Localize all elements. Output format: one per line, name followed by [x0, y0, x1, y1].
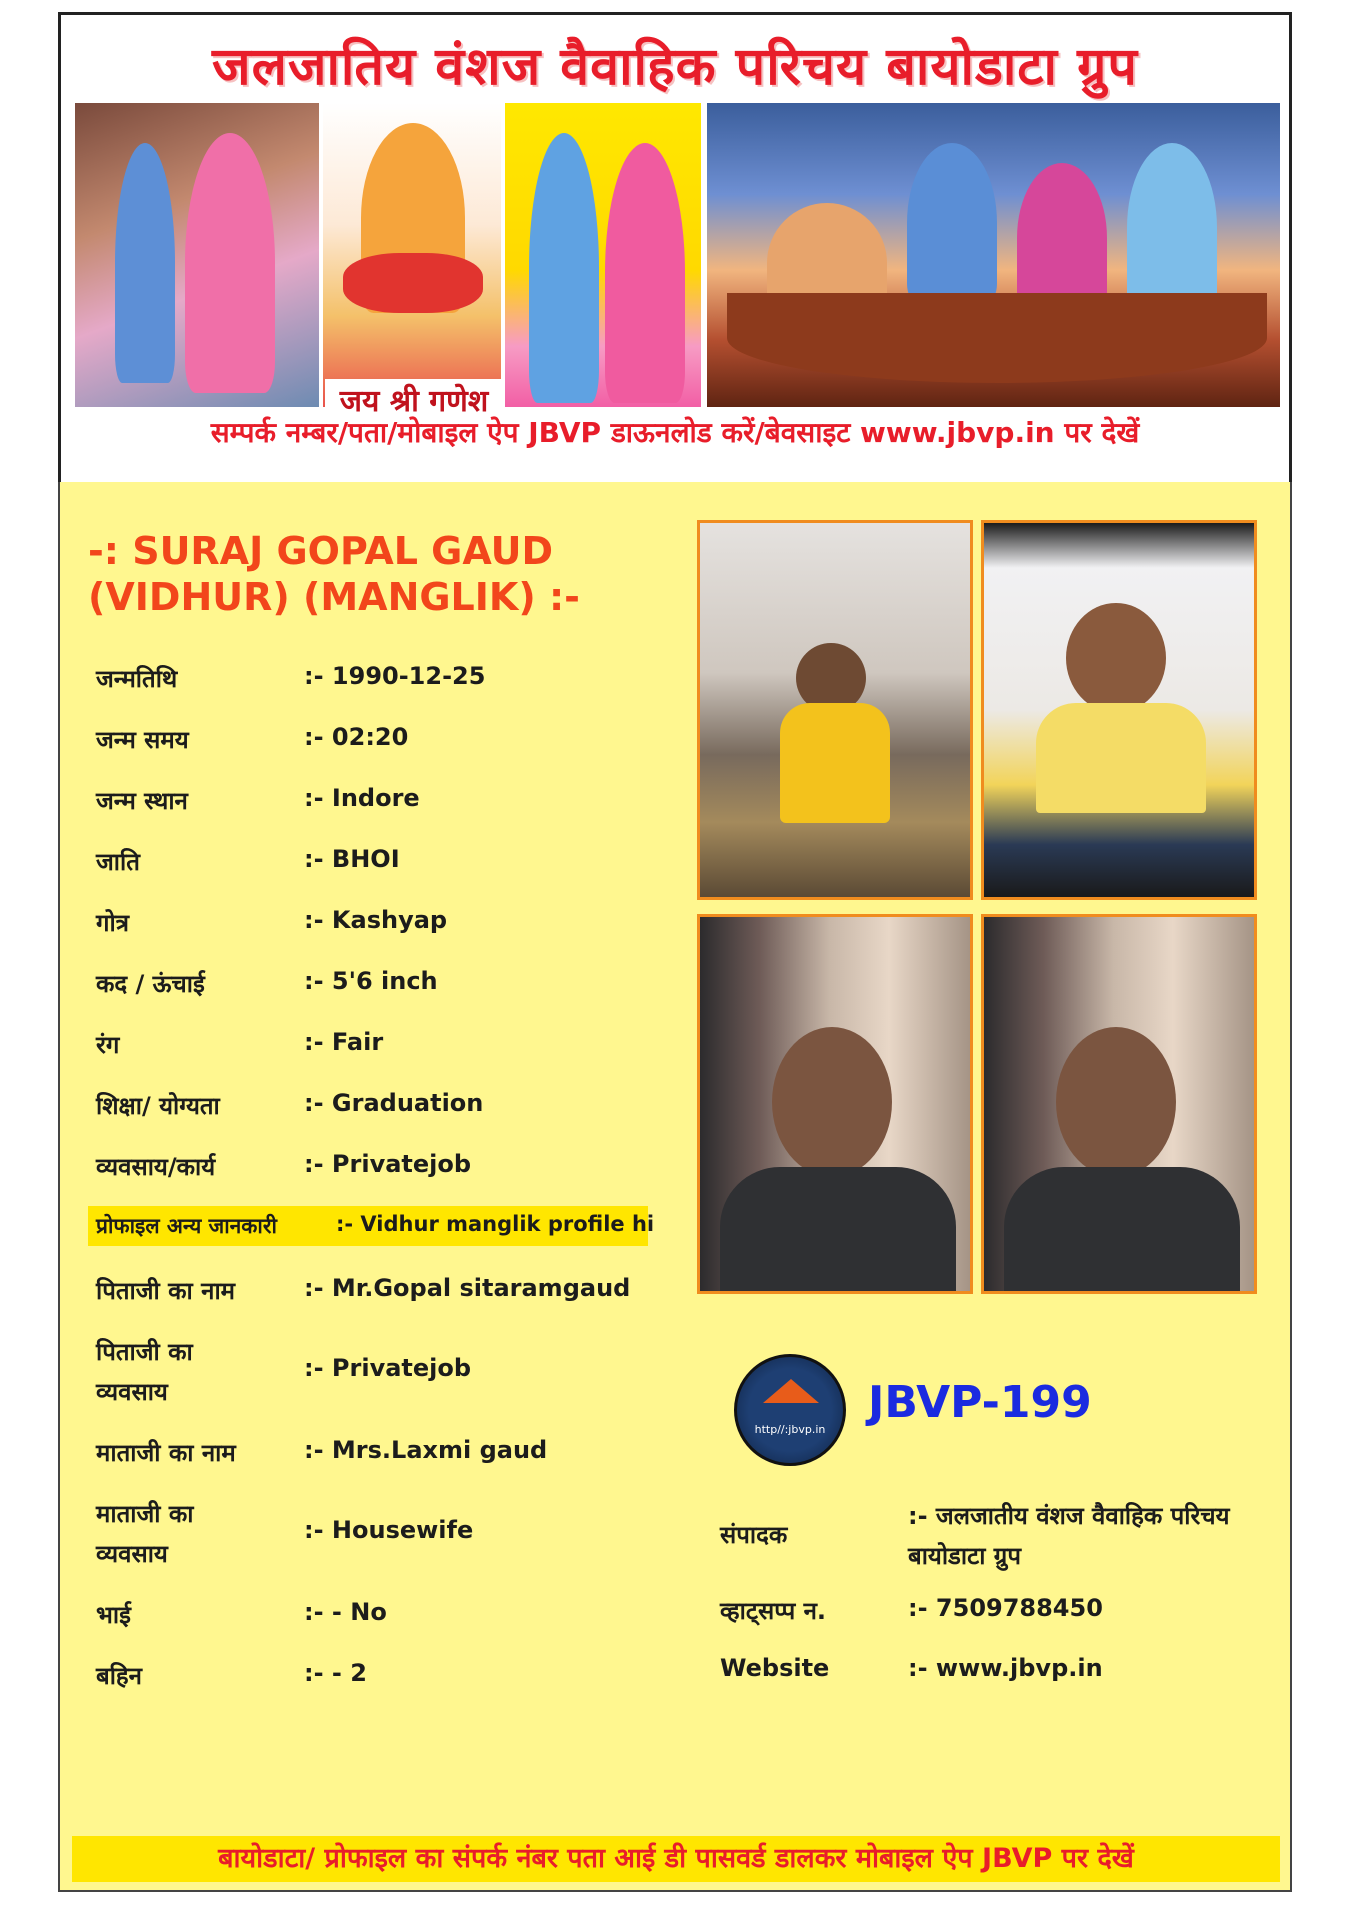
- field-value: :- BHOI: [304, 845, 400, 873]
- info-label: संपादक: [720, 1521, 788, 1549]
- field-label: व्यवसाय/कार्य: [96, 1153, 216, 1181]
- field-label: पिताजी का व्यवसाय: [96, 1338, 193, 1406]
- field-father-occupation: [96, 1332, 656, 1416]
- info-label: व्हाट्सप्प न.: [720, 1597, 827, 1625]
- field-label: पिताजी का नाम: [96, 1277, 236, 1305]
- field-value: :- Mrs.Laxmi gaud: [304, 1436, 548, 1464]
- group-title: जलजातिय वंशज वैवाहिक परिचय बायोडाटा ग्रुप: [212, 37, 1138, 97]
- header-banner: [58, 12, 1292, 482]
- field-label: माताजी का नाम: [96, 1439, 236, 1467]
- logo-url-text: http//:jbvp.in: [754, 1423, 826, 1436]
- field-value: :- Privatejob: [304, 1150, 472, 1178]
- field-label: कद / ऊंचाई: [96, 970, 205, 998]
- field-value: :- Kashyap: [304, 906, 448, 934]
- field-value: :- Mr.Gopal sitaramgaud: [304, 1274, 631, 1302]
- ganesh-image: [323, 103, 501, 407]
- field-value: :- 1990-12-25: [304, 662, 486, 690]
- field-value: :- - No: [304, 1598, 387, 1626]
- field-label: शिक्षा/ योग्यता: [96, 1092, 220, 1120]
- contact-line: सम्पर्क नम्बर/पता/मोबाइल ऐप JBVP डाऊनलोड करें/बेवसाइट www.jbvp.in पर देखें: [210, 416, 1140, 449]
- candidate-name: -: SURAJ GOPAL GAUD (VIDHUR) (MANGLIK) :-: [88, 529, 580, 619]
- info-value: :- जलजातीय वंशज वैवाहिक परिचय बायोडाटा ग्रुप: [908, 1502, 1230, 1570]
- profile-code: JBVP-199: [868, 1377, 1092, 1428]
- field-label: जन्म स्थान: [96, 787, 188, 815]
- field-value: :- Indore: [304, 784, 420, 812]
- info-value: :- www.jbvp.in: [908, 1654, 1103, 1682]
- ganesh-caption: जय श्री गणेश: [325, 379, 503, 425]
- field-value: :- Fair: [304, 1028, 384, 1056]
- field-label: माताजी का व्यवसाय: [96, 1500, 194, 1568]
- profile-body: [58, 482, 1292, 1892]
- jbvp-logo: [734, 1354, 846, 1466]
- candidate-photo-screen: [981, 520, 1257, 900]
- footer-note: बायोडाटा/ प्रोफाइल का संपर्क नंबर पता आई डी पासवर्ड डालकर मोबाइल ऐप JBVP पर देखें: [72, 1836, 1280, 1882]
- candidate-photo-selfie-1: [697, 914, 973, 1294]
- field-value: :- Graduation: [304, 1089, 484, 1117]
- editor-row: [720, 1496, 1280, 1580]
- ram-sita-wedding-image: [75, 103, 319, 407]
- house-icon: [763, 1379, 819, 1403]
- info-label: Website: [720, 1654, 830, 1682]
- field-label: जन्मतिथि: [96, 665, 178, 693]
- field-value: :- 5'6 inch: [304, 967, 438, 995]
- field-value: :- Housewife: [304, 1516, 474, 1544]
- field-mother-occupation: [96, 1494, 656, 1578]
- info-value: :- 7509788450: [908, 1594, 1103, 1622]
- field-label: जन्म समय: [96, 726, 189, 754]
- field-value: :- 02:20: [304, 723, 409, 751]
- field-label: भाई: [96, 1601, 131, 1629]
- field-label: गोत्र: [96, 909, 129, 937]
- field-value: :- Privatejob: [304, 1354, 472, 1382]
- field-label: प्रोफाइल अन्य जानकारी: [96, 1214, 277, 1238]
- biodata-sheet: [58, 12, 1296, 1892]
- candidate-photo-sofa: [697, 520, 973, 900]
- field-label: बहिन: [96, 1662, 142, 1690]
- field-label: जाति: [96, 848, 140, 876]
- banner-images: [75, 103, 1280, 419]
- candidate-photo-selfie-2: [981, 914, 1257, 1294]
- field-value: :- Vidhur manglik profile hi: [336, 1212, 655, 1236]
- field-label: रंग: [96, 1031, 120, 1059]
- field-value: :- - 2: [304, 1659, 367, 1687]
- ram-sita-image: [505, 103, 701, 407]
- candidate-photos: [697, 520, 1257, 1294]
- ram-boat-image: [707, 103, 1280, 407]
